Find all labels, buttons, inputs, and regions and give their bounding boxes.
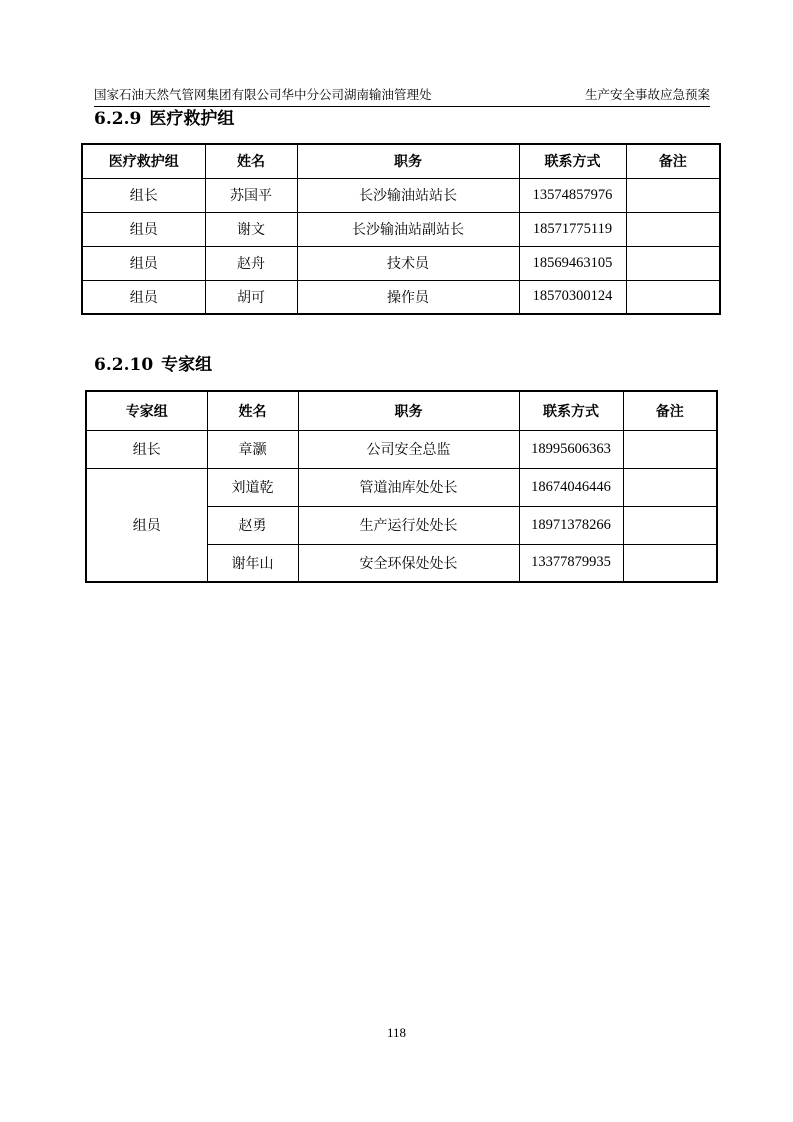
cell-note bbox=[623, 506, 717, 544]
cell-group: 组长 bbox=[82, 178, 205, 212]
cell-group-merged: 组员 bbox=[86, 468, 207, 582]
cell-phone: 18569463105 bbox=[519, 246, 626, 280]
table-row bbox=[82, 212, 720, 246]
table-header-row bbox=[86, 391, 717, 430]
cell-name: 刘道乾 bbox=[207, 468, 298, 506]
medical-team-table bbox=[81, 143, 721, 315]
table-row bbox=[82, 246, 720, 280]
header-organization: 国家石油天然气管网集团有限公司华中分公司湖南输油管理处 bbox=[94, 87, 432, 102]
cell-note bbox=[626, 280, 720, 314]
column-header: 职务 bbox=[297, 144, 519, 178]
cell-group: 组长 bbox=[86, 430, 207, 468]
section-heading-experts bbox=[94, 354, 212, 376]
cell-note bbox=[623, 544, 717, 582]
column-header: 姓名 bbox=[207, 391, 298, 430]
table-row bbox=[82, 280, 720, 314]
cell-phone: 18971378266 bbox=[519, 506, 623, 544]
section-title: 医疗救护组 bbox=[149, 109, 235, 129]
cell-position: 操作员 bbox=[297, 280, 519, 314]
column-header: 联系方式 bbox=[519, 144, 626, 178]
column-header: 医疗救护组 bbox=[82, 144, 205, 178]
cell-name: 胡可 bbox=[205, 280, 297, 314]
cell-group: 组员 bbox=[82, 212, 205, 246]
cell-position: 生产运行处处长 bbox=[298, 506, 519, 544]
expert-team-table bbox=[85, 390, 718, 583]
cell-position: 管道油库处处长 bbox=[298, 468, 519, 506]
column-header: 备注 bbox=[623, 391, 717, 430]
page-number: 118 bbox=[386, 1025, 407, 1040]
cell-position: 公司安全总监 bbox=[298, 430, 519, 468]
table-row bbox=[86, 468, 717, 506]
cell-note bbox=[626, 212, 720, 246]
cell-position: 技术员 bbox=[297, 246, 519, 280]
cell-phone: 18570300124 bbox=[519, 280, 626, 314]
cell-name: 苏国平 bbox=[205, 178, 297, 212]
section-number: 6.2.10 bbox=[94, 355, 154, 375]
column-header: 姓名 bbox=[205, 144, 297, 178]
section-title: 专家组 bbox=[161, 355, 213, 375]
table-header-row bbox=[82, 144, 720, 178]
column-header: 联系方式 bbox=[519, 391, 623, 430]
cell-name: 谢文 bbox=[205, 212, 297, 246]
cell-name: 赵舟 bbox=[205, 246, 297, 280]
table-row bbox=[86, 430, 717, 468]
column-header: 职务 bbox=[298, 391, 519, 430]
cell-name: 章灏 bbox=[207, 430, 298, 468]
cell-note bbox=[623, 430, 717, 468]
cell-position: 长沙输油站副站长 bbox=[297, 212, 519, 246]
header-document-title: 生产安全事故应急预案 bbox=[584, 87, 710, 102]
cell-phone: 13377879935 bbox=[519, 544, 623, 582]
cell-position: 安全环保处处长 bbox=[298, 544, 519, 582]
cell-phone: 18571775119 bbox=[519, 212, 626, 246]
cell-note bbox=[623, 468, 717, 506]
column-header: 备注 bbox=[626, 144, 720, 178]
cell-phone: 18995606363 bbox=[519, 430, 623, 468]
cell-group: 组员 bbox=[82, 246, 205, 280]
cell-group: 组员 bbox=[82, 280, 205, 314]
cell-position: 长沙输油站站长 bbox=[297, 178, 519, 212]
page-header bbox=[94, 86, 710, 107]
cell-phone: 13574857976 bbox=[519, 178, 626, 212]
section-number: 6.2.9 bbox=[94, 109, 142, 129]
cell-note bbox=[626, 246, 720, 280]
table-row bbox=[82, 178, 720, 212]
cell-note bbox=[626, 178, 720, 212]
column-header: 专家组 bbox=[86, 391, 207, 430]
section-heading-medical bbox=[94, 108, 234, 130]
cell-name: 谢年山 bbox=[207, 544, 298, 582]
cell-phone: 18674046446 bbox=[519, 468, 623, 506]
cell-name: 赵勇 bbox=[207, 506, 298, 544]
